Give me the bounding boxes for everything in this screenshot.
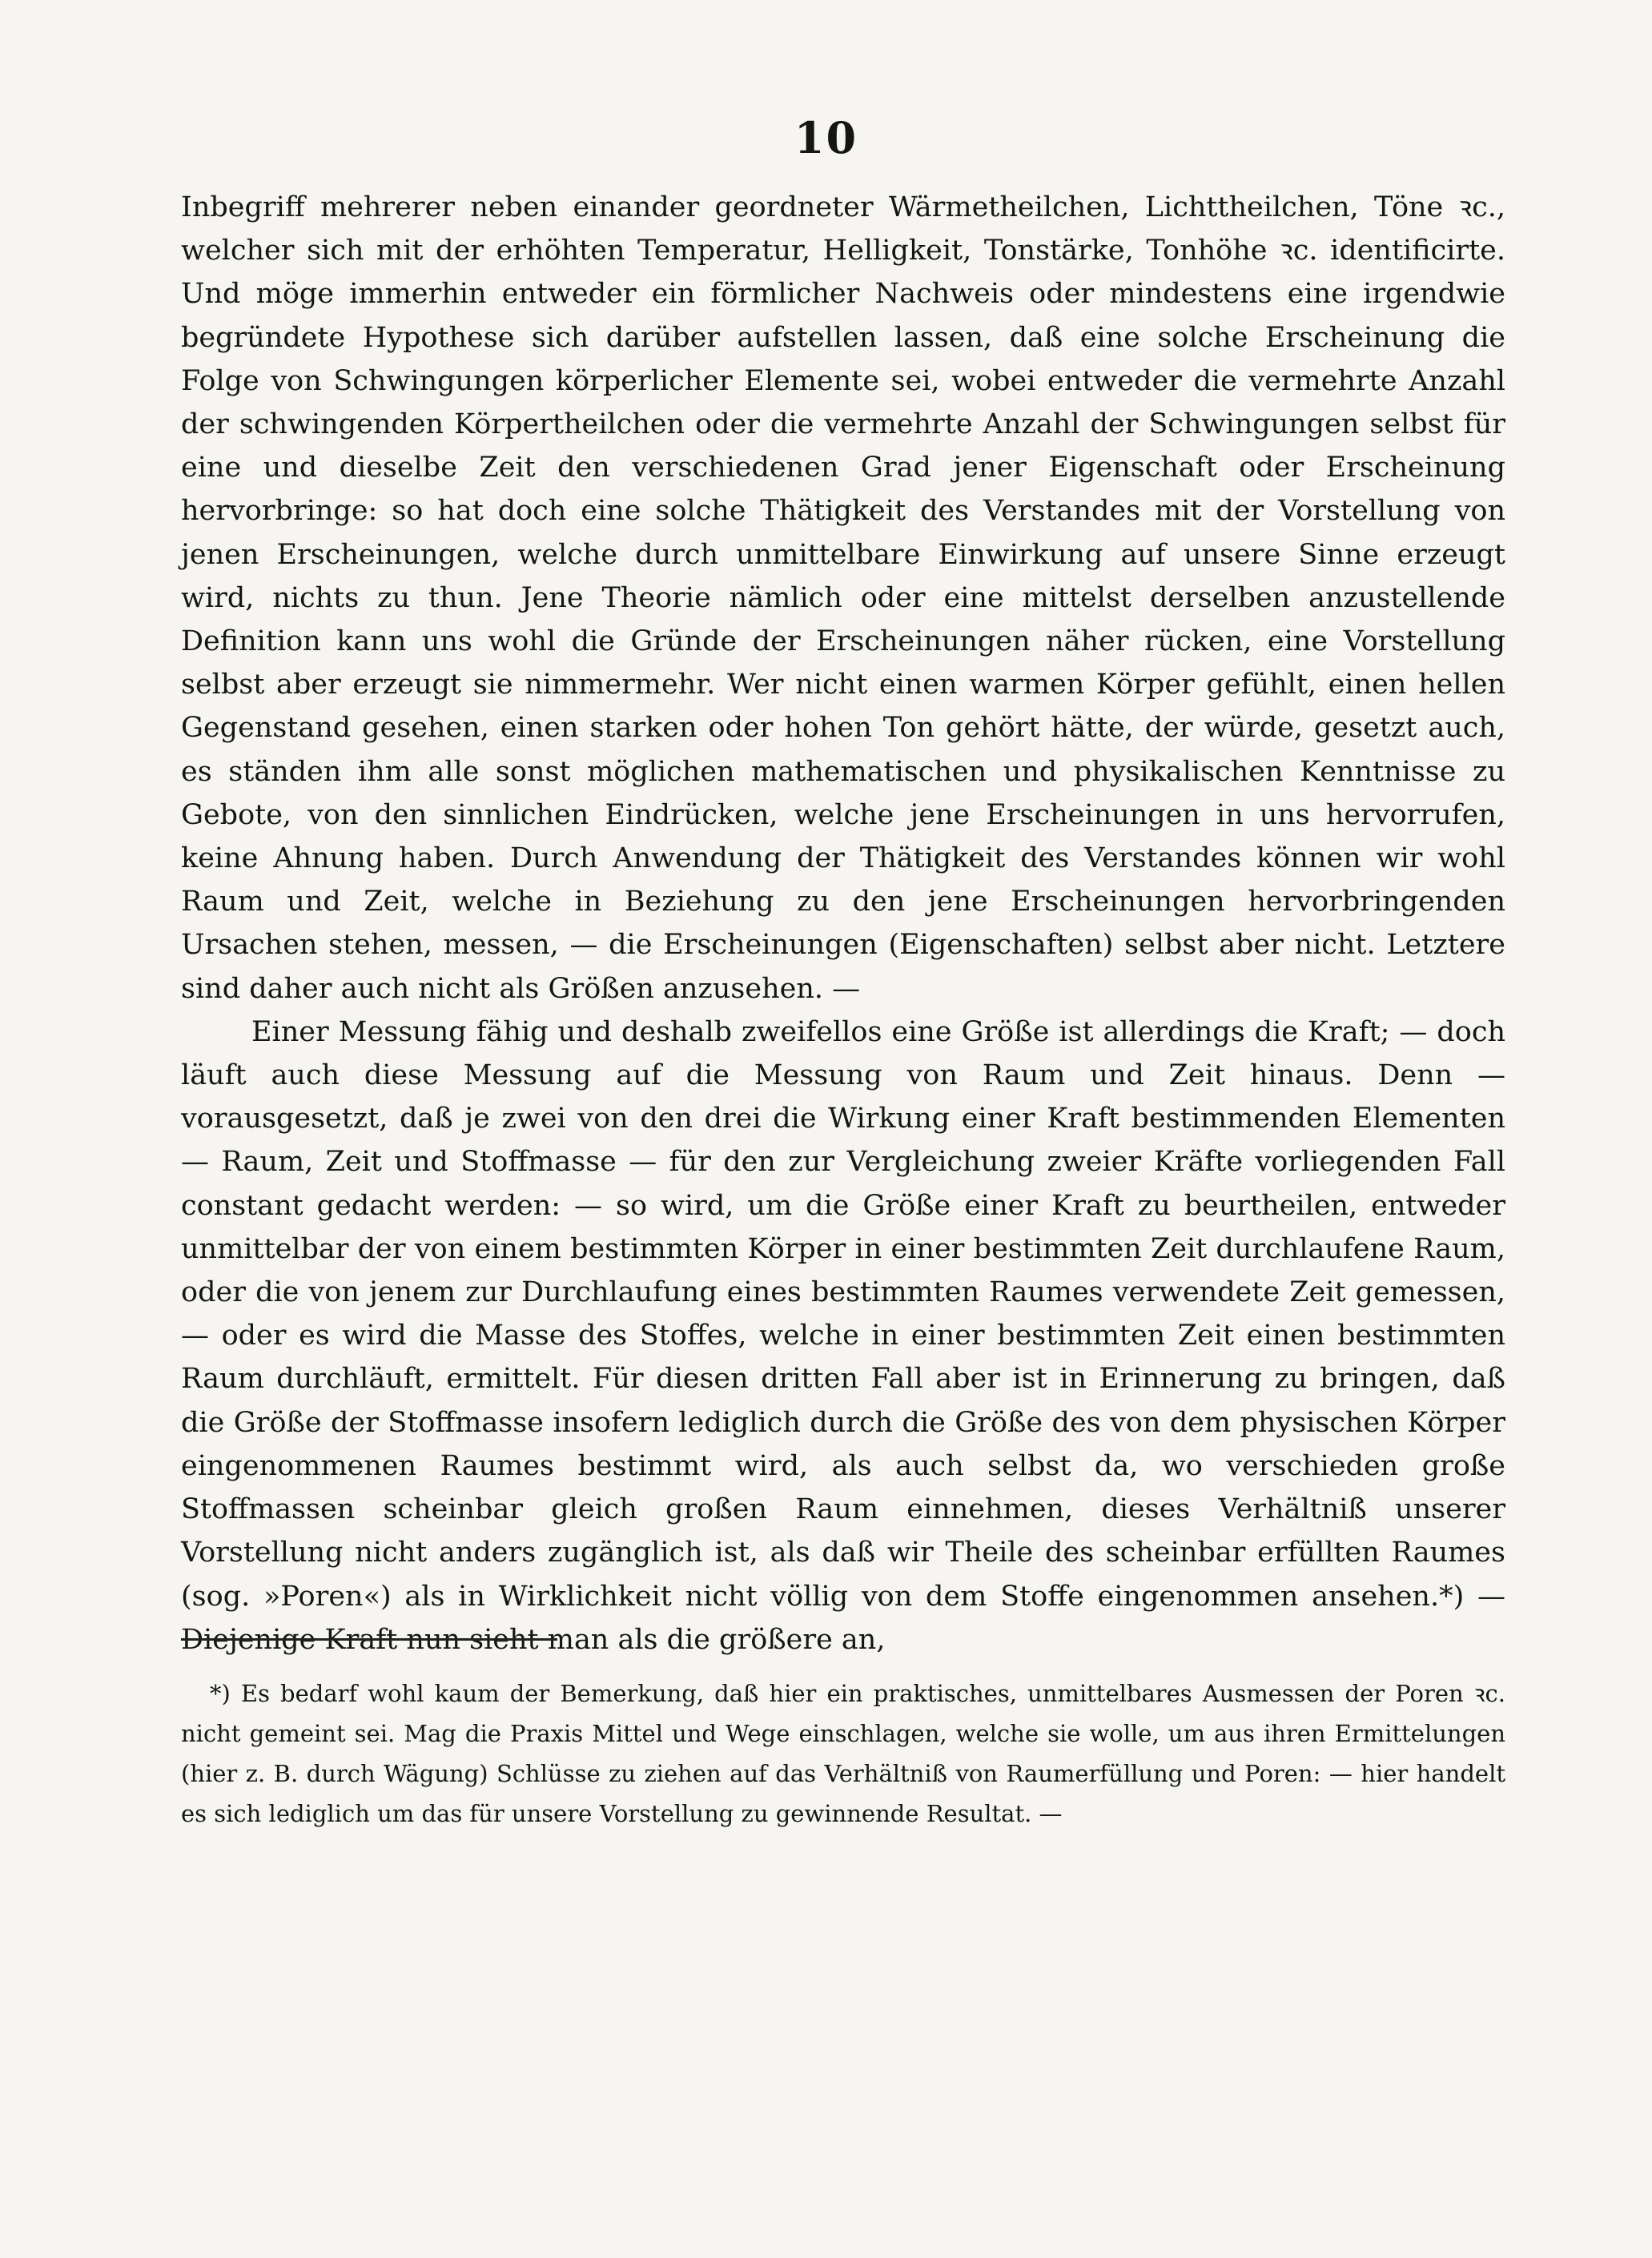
footnote-divider — [181, 1638, 557, 1641]
page-number: 10 — [794, 112, 858, 163]
footnote-marker: *) — [210, 1680, 231, 1707]
footnote — [181, 1673, 1505, 1834]
paragraph-2: Einer Messung fähig und deshalb zweifellos eine Größe ist allerdings die Kraft; — doch läuft auch diese Messung auf die Messung von Raum und Zeit hinaus. Denn — vorausgesetzt, daß je zwei von den drei die Wirkung einer Kraft bestimmenden Elementen — Raum, Zeit und Stoffmasse — für den zur Vergleichung zweier Kräfte vorliegenden Fall constant gedacht werden: — so wird, um die Größe einer Kraft zu beurtheilen, entweder unmittelbar der von einem bestimmten Körper in einer bestimmten Zeit durchlaufene Raum, oder die von jenem zur Durchlaufung eines bestimmten Raumes verwendete Zeit gemessen, — oder es wird die Masse des Stoffes, welche in einer bestimmten Zeit einen bestimmten Raum durchläuft, ermittelt. Für diesen dritten Fall aber ist in Erinnerung zu bringen, daß die Größe der Stoffmasse insofern lediglich durch die Größe des von dem physischen Körper eingenommenen Raumes bestimmt wird, als auch selbst da, wo verschieden große Stoffmassen scheinbar gleich großen Raum einnehmen, dieses Verhältniß unserer Vorstellung nicht anders zugänglich ist, als daß wir Theile des scheinbar erfüllten Raumes (sog. »Poren«) als in Wirklichkeit nicht völlig von dem Stoffe eingenommen ansehen.*) — Diejenige Kraft nun sieht man als die größere an, — [181, 1015, 1505, 1656]
footnote-text: Es bedarf wohl kaum der Bemerkung, daß hier ein praktisches, unmittelbares Ausmessen der Poren ꝛc. nicht gemeint sei. Mag die Praxis Mittel und Wege einschlagen, welche sie wolle, um aus ihren Ermittelungen (hier z. B. durch Wägung) Schlüsse zu ziehen auf das Verhältniß von Raumerfüllung und Poren: — hier handelt es sich lediglich um das für unsere Vorstellung zu gewinnende Resultat. — — [181, 1680, 1505, 1827]
paragraph-1: Inbegriff mehrerer neben einander geordneter Wärmetheilchen, Lichttheilchen, Töne ꝛc., welcher sich mit der erhöhten Temperatur, Helligkeit, Tonstärke, Tonhöhe ꝛc. identificirte. Und möge immerhin entweder ein förmlicher Nachweis oder mindestens eine irgendwie begründete Hypothese sich darüber aufstellen lassen, daß eine solche Erscheinung die Folge von Schwingungen körperlicher Elemente sei, wobei entweder die vermehrte Anzahl der schwingenden Körpertheilchen oder die vermehrte Anzahl der Schwingungen selbst für eine und dieselbe Zeit den verschiedenen Grad jener Eigenschaft oder Erscheinung hervorbringe: so hat doch eine solche Thätigkeit des Verstandes mit der Vorstellung von jenen Erscheinungen, welche durch unmittelbare Einwirkung auf unsere Sinne erzeugt wird, nichts zu thun. Jene Theorie nämlich oder eine mittelst derselben anzustellende Definition kann uns wohl die Gründe der Erscheinungen näher rücken, eine Vorstellung selbst aber erzeugt sie nimmermehr. Wer nicht einen warmen Körper gefühlt, einen hellen Gegenstand gesehen, einen starken oder hohen Ton gehört hätte, der würde, gesetzt auch, es ständen ihm alle sonst möglichen mathematischen und physikalischen Kenntnisse zu Gebote, von den sinnlichen Eindrücken, welche jene Erscheinungen in uns hervorrufen, keine Ahnung haben. Durch Anwendung der Thätigkeit des Verstandes können wir wohl Raum und Zeit, welche in Beziehung zu den jene Erscheinungen hervorbringenden Ursachen stehen, messen, — die Erscheinungen (Eigenschaften) selbst aber nicht. Letztere sind daher auch nicht als Größen anzusehen. — — [181, 191, 1505, 1005]
body-text — [181, 186, 1505, 1661]
